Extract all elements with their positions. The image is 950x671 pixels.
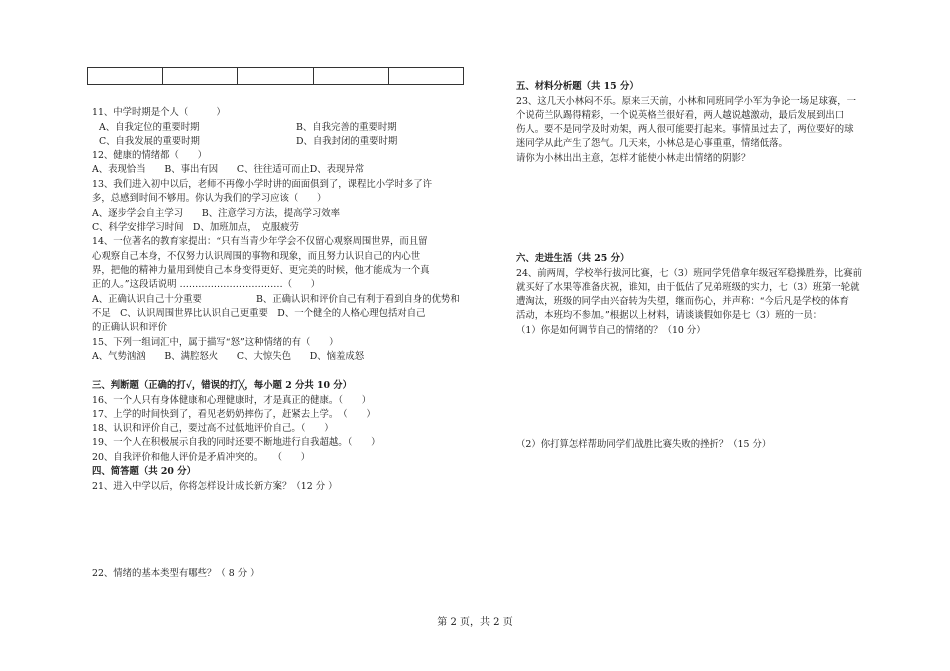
answer-cell bbox=[313, 68, 388, 85]
q11-option-d: D、自我封闭的重要时期 bbox=[296, 136, 398, 147]
q11-option-c: C、自我发展的重要时期 bbox=[99, 136, 200, 147]
q13-line1: 13、我们进入初中以后，老师不再像小学时讲的面面俱到了，课程比小学时多了许 bbox=[92, 179, 433, 190]
q13-options1: A、逐步学会自主学习 B、注意学习方法，提高学习效率 bbox=[92, 208, 341, 219]
q24-line2: 就买好了水果等准备庆祝，谁知，由于低估了兄弟班级的实力，七（3）班第一轮就 bbox=[516, 282, 860, 293]
q11-option-a: A、自我定位的重要时期 bbox=[99, 122, 200, 133]
q20: 20、自我评价和他人评价是矛盾冲突的。 （ ） bbox=[92, 452, 311, 463]
section3-title: 三、判断题（正确的打√，错误的打╳，每小题 2 分共 10 分） bbox=[92, 380, 353, 391]
q24-line1: 24、前两周，学校举行拔河比赛，七（3）班同学凭借拿年级冠军稳操胜券，比赛前 bbox=[516, 268, 863, 279]
q15-options: A、气势汹汹 B、满腔怒火 C、大惊失色 D、恼羞成怒 bbox=[92, 351, 365, 362]
q14-option-d-cont: 的正确认识和评价 bbox=[92, 322, 168, 333]
answer-cell bbox=[88, 68, 163, 85]
section4-title: 四、简答题（共 20 分） bbox=[92, 466, 196, 477]
q22: 22、情绪的基本类型有哪些？（ 8 分 ） bbox=[92, 568, 260, 579]
q11-stem: 11、中学时期是个人（ ） bbox=[92, 107, 226, 118]
q24-sub1: （1）你是如何调节自己的情绪的？（10 分） bbox=[516, 325, 706, 336]
q14-line1: 14、一位著名的教育家提出：“只有当青少年学会不仅留心观察周围世界，而且留 bbox=[92, 236, 428, 247]
section5-title: 五、材料分析题（共 15 分） bbox=[516, 81, 639, 92]
q13-line2: 多，总感到时间不够用。你认为我们的学习应该（ ） bbox=[92, 193, 327, 204]
section6-title: 六、走进生活（共 25 分） bbox=[516, 253, 630, 264]
q21: 21、进入中学以后，你将怎样设计成长新方案？（12 分 ） bbox=[92, 481, 338, 492]
q23-line5: 请你为小林出出主意，怎样才能使小林走出情绪的阴影？ bbox=[516, 153, 751, 164]
answer-cell bbox=[163, 68, 238, 85]
q14-line3: 界，把他的精神力量用到使自己本身变得更好、更完美的时候，他才能成为一个真 bbox=[92, 265, 430, 276]
answer-cell bbox=[238, 68, 313, 85]
q24-line4: 活动，本班均不参加。”根据以上材料，请谈谈假如你是七（3）班的一员： bbox=[516, 310, 823, 321]
q14-line4: 正的人。”这段话说明 ……………………………（ ） bbox=[92, 279, 321, 290]
q16: 16、一个人只有身体健康和心理健康时，才是真正的健康。（ ） bbox=[92, 395, 372, 406]
q23-line3: 伤人。要不是同学及时劝架，两人很可能要打起来。事情虽过去了，两位要好的球 bbox=[516, 124, 854, 135]
q23-line2: 个说荷兰队踢得精彩，一个说英格兰很好看，两人越说越激动，最后发展到出口 bbox=[516, 110, 845, 121]
q12-stem: 12、健康的情绪都（ ） bbox=[92, 150, 208, 161]
answer-cell bbox=[388, 68, 463, 85]
q14-option-b: B、正确认识和评价自己有利于看到自身的优势和 bbox=[256, 294, 460, 305]
answer-table bbox=[87, 67, 464, 85]
q17: 17、上学的时间快到了，看见老奶奶摔伤了，赶紧去上学。 （ ） bbox=[92, 409, 376, 420]
q23-line4: 迷同学从此产生了怨气。几天来，小林总是心事重重，情绪低落。 bbox=[516, 138, 788, 149]
q24-sub2: （2）你打算怎样帮助同学们战胜比赛失败的挫折？（15 分） bbox=[516, 439, 772, 450]
q11-option-b: B、自我完善的重要时期 bbox=[296, 122, 397, 133]
q13-options2: C、科学安排学习时间 D、加班加点， 克服疲劳 bbox=[92, 222, 299, 233]
answer-table-row bbox=[88, 68, 464, 85]
q19: 19、一个人在积极展示自我的同时还要不断地进行自我超越。（ ） bbox=[92, 437, 381, 448]
q12-options: A、表现恰当 B、事出有因 C、往往适可而止D、表现异常 bbox=[92, 164, 365, 175]
q14-line2: 心观察自己本身，不仅努力认识周围的事物和现象，而且努力认识自己的内心世 bbox=[92, 251, 421, 262]
q15-stem: 15、下列一组词汇中，属于描写“怒”这种情绪的有（ ） bbox=[92, 337, 339, 348]
q24-line3: 遭淘汰，班级的同学由兴奋转为失望，继而伤心，并声称：“今后凡是学校的体育 bbox=[516, 296, 849, 307]
page-footer: 第 2 页，共 2 页 bbox=[437, 617, 513, 628]
q18: 18、认识和评价自己，要过高不过低地评价自己。（ ） bbox=[92, 423, 334, 434]
q14-option-cd: 不足 C、认识周围世界比认识自己更重要 D、一个健全的人格心理包括对自己 bbox=[92, 308, 426, 319]
q14-option-a: A、正确认识自己十分重要 bbox=[92, 294, 202, 305]
q23-line1: 23、这几天小林闷不乐。原来三天前，小林和同班同学小军为争论一场足球赛，一 bbox=[516, 96, 857, 107]
